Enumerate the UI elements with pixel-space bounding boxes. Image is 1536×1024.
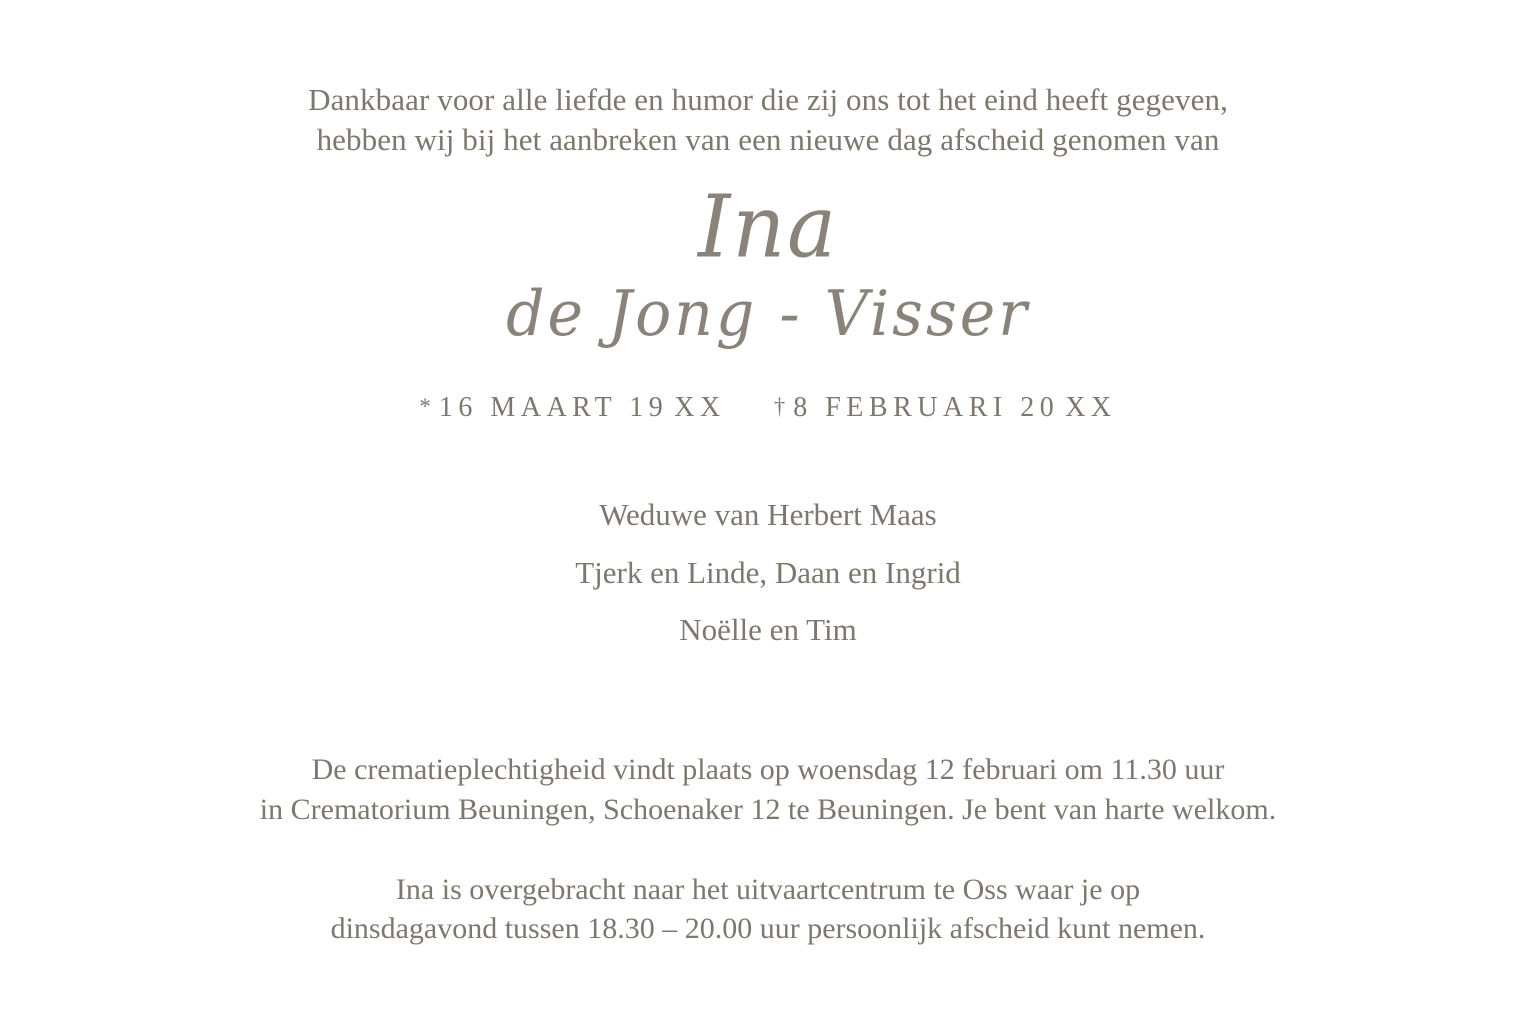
deceased-name [506,177,1030,352]
intro-line-2: hebben wij bij het aanbreken van een nieuwe dag afscheid genomen van [316,121,1220,157]
family-line-1: Weduwe van Herbert Maas [599,497,937,533]
ceremony-line-2: in Crematorium Beuningen, Schoenaker 12 te Beuningen. Je bent van harte welkom. [259,792,1277,826]
ceremony-paragraph [260,750,1276,829]
visit-line-2: dinsdagavond tussen 18.30 – 20.00 uur persoonlijk afscheid kunt nemen. [330,912,1206,946]
death-date-group [774,392,1117,424]
death-year-suffix: XX [1065,392,1117,424]
visit-paragraph [260,870,1276,949]
birth-star-icon: * [419,394,433,420]
death-date: 8 FEBRUARI 20 [793,392,1060,424]
birth-date: 16 MAART 19 [438,392,669,424]
service-details [260,750,1276,948]
life-dates [419,392,1116,424]
intro-text [308,80,1228,159]
cross-icon: † [773,394,788,420]
family-line-3: Noëlle en Tim [679,612,857,648]
birth-year-suffix: XX [674,392,726,424]
birth-date-group [419,392,725,424]
family-list [575,486,961,658]
visit-line-1: Ina is overgebracht naar het uitvaartcentrum te Oss waar je op [395,872,1141,906]
ceremony-line-1: De crematieplechtigheid vindt plaats op woensdag 12 februari om 11.30 uur [311,753,1225,787]
family-line-2: Tjerk en Linde, Daan en Ingrid [575,554,961,590]
last-name: de Jong - Visser [506,277,1030,352]
first-name: Ina [697,177,839,278]
intro-line-1: Dankbaar voor alle liefde en humor die zij ons tot het eind heeft gegeven, [308,82,1228,117]
